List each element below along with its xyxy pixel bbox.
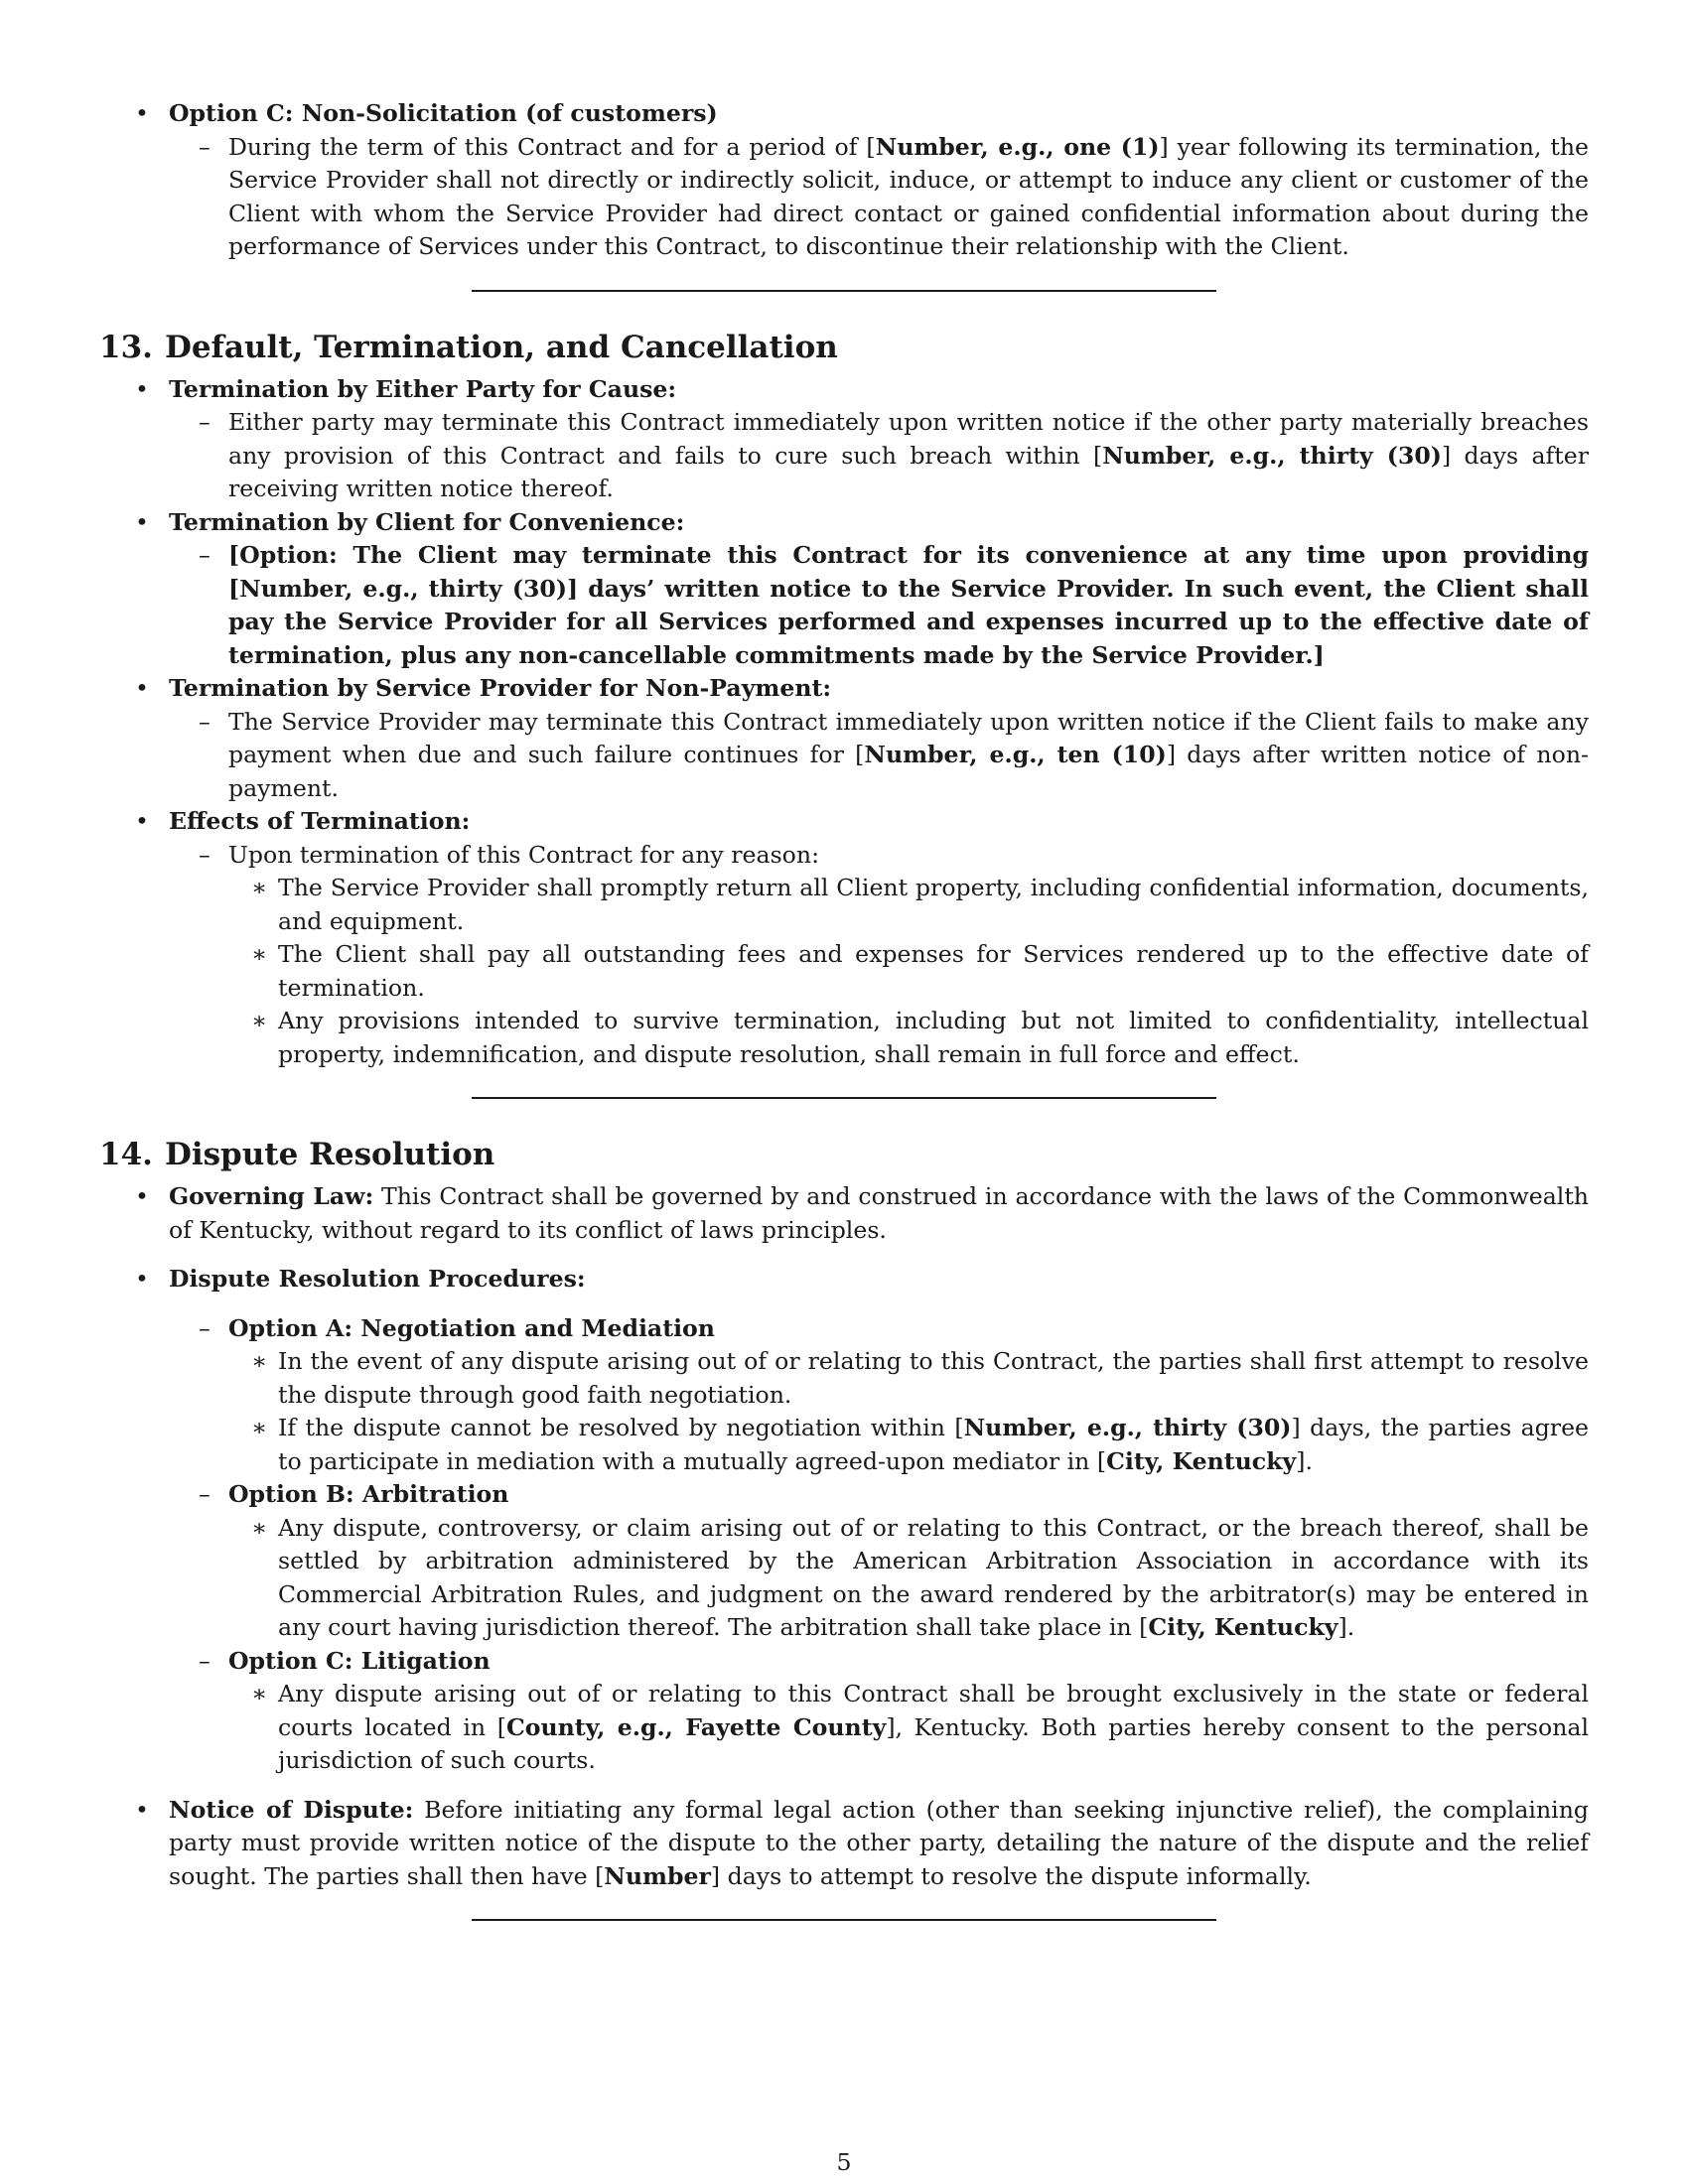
list-item: – Option B: Arbitration ∗ Any dispute, controversy, or claim arising out of or relating to this Contract, or the breach thereof, shall be settled by arbitration administered by the American Arbitration Association in accordance with its Commercial Arbitration Rules, and judgment on the award rendered by the arbitrator(s) may be entered in any court having jurisdiction thereof. The arbitration shall take place in [City, Kentucky]. bbox=[169, 1478, 1589, 1645]
bullet-icon: • bbox=[135, 99, 149, 127]
list-item: – Either party may terminate this Contract immediately upon written notice if the other party materially breaches any provision of this Contract and fails to cure such breach within [Number, e.g., thirty (30)] days after receiving written notice thereof. bbox=[199, 408, 1589, 502]
list-item: ∗ The Service Provider shall promptly return all Client property, including confidential information, documents, and equipment. bbox=[251, 874, 1589, 935]
section-divider bbox=[472, 1919, 1216, 1921]
dash-icon: – bbox=[199, 1313, 211, 1342]
bullet-icon: • bbox=[135, 807, 149, 835]
list-item: – During the term of this Contract and for a period of [Number, e.g., one (1)] year following its termination, the Service Provider shall not directly or indirectly solicit, induce, or attempt to induce any client or customer of the Client with whom the Service Provider had direct contact or gained confidential information about during the performance of Services under this Contract, to discontinue their relationship with the Client. bbox=[199, 132, 1589, 260]
option-c-list bbox=[99, 97, 1589, 264]
list-item: ∗ Any dispute, controversy, or claim arising out of or relating to this Contract, or the breach thereof, shall be settled by arbitration administered by the American Arbitration Association in accordance with its Commercial Arbitration Rules, and judgment on the award rendered by the arbitrator(s) may be entered in any court having jurisdiction thereof. The arbitration shall take place in [City, Kentucky]. bbox=[251, 1513, 1589, 1641]
dash-icon: – bbox=[199, 408, 211, 436]
bullet-icon: • bbox=[135, 1795, 149, 1824]
bullet-icon: • bbox=[135, 1182, 149, 1210]
list-item: – The Service Provider may terminate this Contract immediately upon written notice if the Client fails to make any payment when due and such failure continues for [Number, e.g., ten (10)] days after written notice of non-payment. bbox=[199, 707, 1589, 802]
list-item: • Governing Law: This Contract shall be governed by and construed in accordance with the laws of the Commonwealth of Kentucky, without regard to its conflict of laws principles. bbox=[135, 1182, 1590, 1244]
asterisk-icon: ∗ bbox=[251, 1007, 268, 1034]
bullet-icon: • bbox=[135, 507, 149, 536]
section-14-list bbox=[99, 1180, 1589, 1893]
list-item: ∗ Any provisions intended to survive termination, including but not limited to confidentiality, intellectual property, indemnification, and dispute resolution, shall remain in full force and effect. bbox=[251, 1007, 1589, 1068]
asterisk-icon: ∗ bbox=[251, 1513, 268, 1542]
bullet-icon: • bbox=[135, 674, 149, 702]
bullet-icon: • bbox=[135, 1265, 149, 1293]
section-heading-13: 13. Default, Termination, and Cancellation bbox=[99, 329, 838, 365]
section-divider bbox=[472, 1097, 1216, 1099]
list-item: ∗ Any dispute arising out of or relating to this Contract shall be brought exclusively in the state or federal courts located in [County, e.g., Fayette County], Kentucky. Both parties hereby consent to the personal jurisdiction of such courts. bbox=[251, 1680, 1590, 1774]
dash-icon: – bbox=[199, 132, 211, 161]
list-item: • Termination by Either Party for Cause: – Either party may terminate this Contract immediately upon written notice if the other party materially breaches any provision of this Contract and fails to cure such breach within [Number, e.g., thirty (30)] days after receiving written notice thereof. bbox=[99, 373, 1589, 506]
option-c-title: Option C: Non-Solicitation (of customers) bbox=[169, 99, 718, 127]
list-item: – Option C: Litigation ∗ Any dispute arising out of or relating to this Contract shall be brought exclusively in the state or federal courts located in [County, e.g., Fayette County], Kentucky. Both parties hereby consent to the personal jurisdiction of such courts. bbox=[169, 1645, 1589, 1778]
list-item: – Option A: Negotiation and Mediation ∗ In the event of any dispute arising out of or relating to this Contract, the parties shall first attempt to resolve the dispute through good faith negotiation. ∗ If the dispute cannot be resolved by negotiation within [Number, e.g., thirty (30)] days, the parties agree to participate in mediation with a mutually agreed-upon mediator in [City, Kentucky]. bbox=[169, 1312, 1589, 1479]
section-13-list bbox=[99, 373, 1589, 1072]
asterisk-icon: ∗ bbox=[251, 874, 268, 901]
list-item: • Effects of Termination: – Upon termination of this Contract for any reason: ∗ The Service Provider shall promptly return all Client property, including confidential information, documents, and equipment. ∗ The Client shall pay all outstanding fees and expenses for Services rendered up to the effective date of termination. ∗ Any provisions intended to survive termination, including but not limited to confidentiality, intellectual property, indemnification, and dispute resolution, shall remain in full force and effect. bbox=[99, 805, 1589, 1071]
list-item: • Termination by Service Provider for Non-Payment: – The Service Provider may terminate this Contract immediately upon written notice if the Client fails to make any payment when due and such failure continues for [Number, e.g., ten (10)] days after written notice of non-payment. bbox=[99, 672, 1589, 805]
dash-icon: – bbox=[199, 541, 211, 569]
list-item: • Dispute Resolution Procedures: – Option A: Negotiation and Mediation ∗ In the event of any dispute arising out of or relating to this Contract, the parties shall first attempt to resolve the dispute through good faith negotiation. ∗ If the dispute cannot be resolved by negotiation within [Number, e.g., thirty (30)] days, the parties agree to participate in mediation with a mutually agreed-upon mediator in [City, Kentucky]. – Option B: Arbitration ∗ Any dispute, controversy, or claim arising out of or relating to this Contract, or the breach thereof, shall be settled by arbitration administered by the American Arbitration Association in accordance with its Commercial Arbitration Rules, and judgment on the award rendered by the arbitrator(s) may be entered in any court having jurisdiction thereof. The arbitration shall take place in [City, Kentucky]. – Option C: Litigation ∗ Any dispute arising out of or relating to this Contract shall be brought exclusively in the state or federal courts located in [County, e.g., Fayette County], Kentucky. Both parties hereby consent to the personal jurisdiction of such courts. bbox=[99, 1263, 1589, 1778]
list-item: • Notice of Dispute: Before initiating any formal legal action (other than seeking injunctive relief), the complaining party must provide written notice of the dispute to the other party, detailing the nature of the dispute and the relief sought. The parties shall then have [Number] days to attempt to resolve the dispute informally. bbox=[135, 1795, 1589, 1890]
list-item bbox=[99, 97, 1589, 264]
bullet-icon: • bbox=[135, 374, 149, 403]
list-item: ∗ In the event of any dispute arising out of or relating to this Contract, the parties shall first attempt to resolve the dispute through good faith negotiation. bbox=[251, 1347, 1589, 1409]
dash-icon: – bbox=[199, 1646, 211, 1675]
asterisk-icon: ∗ bbox=[251, 940, 268, 968]
list-item: – Upon termination of this Contract for any reason: ∗ The Service Provider shall promptly return all Client property, including confidential information, documents, and equipment. ∗ The Client shall pay all outstanding fees and expenses for Services rendered up to the effective date of termination. ∗ Any provisions intended to survive termination, including but not limited to confidentiality, intellectual property, indemnification, and dispute resolution, shall remain in full force and effect. bbox=[169, 839, 1589, 1072]
asterisk-icon: ∗ bbox=[251, 1414, 268, 1441]
page-content bbox=[99, 97, 1589, 1921]
list-item: – [Option: The Client may terminate this Contract for its convenience at any time upon providing [Number, e.g., thirty (30)] days’ written notice to the Service Provider. In such event, the Client shall pay the Service Provider for all Services performed and expenses incurred up to the effective date of termination, plus any non-cancellable commitments made by the Service Provider.] bbox=[199, 541, 1589, 669]
section-heading-14: 14. Dispute Resolution bbox=[99, 1137, 495, 1172]
asterisk-icon: ∗ bbox=[251, 1347, 268, 1375]
list-item: ∗ The Client shall pay all outstanding fees and expenses for Services rendered up to the effective date of termination. bbox=[251, 940, 1589, 1002]
list-item: • Termination by Client for Convenience: – [Option: The Client may terminate this Contract for its convenience at any time upon providing [Number, e.g., thirty (30)] days’ written notice to the Service Provider. In such event, the Client shall pay the Service Provider for all Services performed and expenses incurred up to the effective date of termination, plus any non-cancellable commitments made by the Service Provider.] bbox=[99, 506, 1589, 673]
asterisk-icon: ∗ bbox=[251, 1680, 268, 1707]
dash-icon: – bbox=[199, 707, 211, 736]
page-number: 5 bbox=[836, 2148, 852, 2176]
list-item: ∗ If the dispute cannot be resolved by negotiation within [Number, e.g., thirty (30)] days, the parties agree to participate in mediation with a mutually agreed-upon mediator in [City, Kentucky]. bbox=[251, 1414, 1590, 1475]
section-divider bbox=[472, 290, 1216, 292]
dash-icon: – bbox=[199, 1480, 211, 1508]
dash-icon: – bbox=[199, 840, 211, 869]
